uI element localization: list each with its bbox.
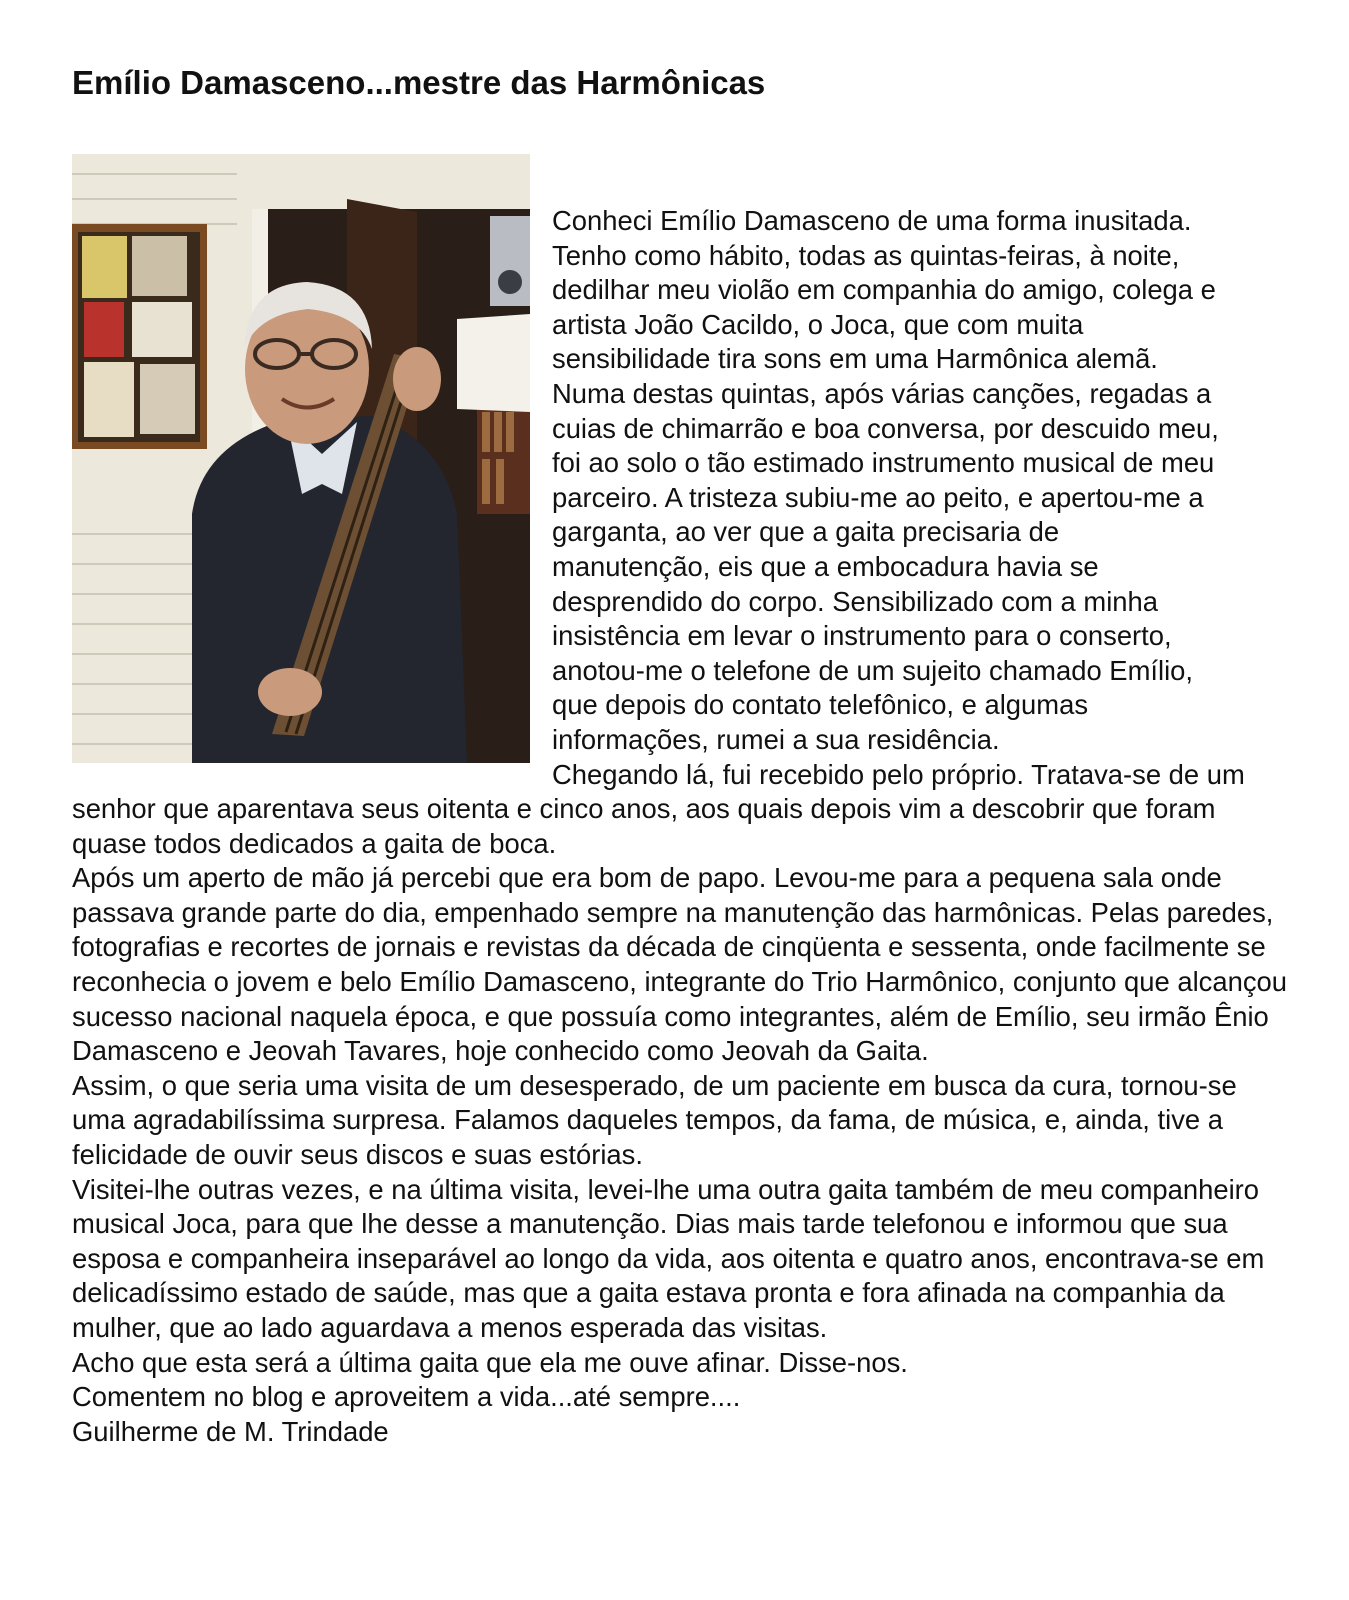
paragraph-last-visit: Visitei-lhe outras vezes, e na última visita, levei-lhe uma outra gaita também de meu companheiro musical Joca, para que lhe desse a manutenção. Dias mais tarde telefonou e informou que sua esposa e companheira inseparável ao longo da vida, aos oitenta e quatro anos, encontrava-se em delicadíssimo estado de saúde, mas que a gaita estava pronta e fora afinada na companhia da mulher, que ao lado aguardava a menos esperada das visitas. (72, 1173, 1265, 1343)
text-line: parceiro. A tristeza subiu-me ao peito, e apertou-me a (552, 481, 1204, 513)
text-line: Tenho como hábito, todas as quintas-feiras, à noite, (552, 239, 1180, 271)
paragraph-quote: Acho que esta será a última gaita que ela me ouve afinar. Disse-nos. (72, 1346, 908, 1378)
paragraph-closing: Comentem no blog e aproveitem a vida...até sempre.... (72, 1381, 741, 1413)
text-line: foi ao solo o tão estimado instrumento musical de meu (552, 447, 1215, 479)
photo-illustration (72, 154, 530, 763)
text-line: manutenção, eis que a embocadura havia se (552, 550, 1099, 582)
text-line: Conheci Emílio Damasceno de uma forma inusitada. (552, 205, 1192, 236)
page-title: Emílio Damasceno...mestre das Harmônicas (72, 64, 766, 101)
text-line: garganta, ao ver que a gaita precisaria de (552, 516, 1060, 548)
text-line: anotou-me o telefone de um sujeito chamado Emílio, (552, 654, 1194, 686)
text-line: Numa destas quintas, após várias canções, regadas a (552, 377, 1212, 409)
text-line: insistência em levar o instrumento para o conserto, (552, 620, 1172, 652)
article-photo (72, 154, 530, 763)
paragraph-visit: Assim, o que seria uma visita de um desesperado, de um paciente em busca da cura, tornou-se uma agradabilíssima surpresa. Falamos daqueles tempos, da fama, de música, e, ainda, tive a felicidade de ouvir seus discos e suas estórias. (72, 1069, 1237, 1171)
text-line: sensibilidade tira sons em uma Harmônica alemã. (552, 343, 1158, 375)
text-line: desprendido do corpo. Sensibilizado com a minha (552, 585, 1159, 617)
text-line: dedilhar meu violão em companhia do amigo, colega e (552, 274, 1216, 306)
author-signature: Guilherme de M. Trindade (72, 1415, 389, 1447)
text-line: informações, rumei a sua residência. (552, 723, 1000, 755)
paragraph-arrival: Chegando lá, fui recebido pelo próprio. Tratava-se de um senhor que aparentava seus oitenta e cinco anos, aos quais depois vim a descobrir que foram quase todos dedicados a gaita de boca. (72, 758, 1245, 859)
article-body (72, 154, 1297, 1449)
text-line: que depois do contato telefônico, e algumas (552, 689, 1089, 721)
text-line: artista João Cacildo, o Joca, que com muita (552, 308, 1084, 340)
paragraph-room: Após um aperto de mão já percebi que era bom de papo. Levou-me para a pequena sala onde passava grande parte do dia, empenhado sempre na manutenção das harmônicas. Pelas paredes, fotografias e recortes de jornais e revistas da década de cinqüenta e sessenta, onde facilmente se reconhecia o jovem e belo Emílio Damasceno, integrante do Trio Harmônico, conjunto que alcançou sucesso nacional naquela época, e que possuía como integrantes, além de Emílio, seu irmão Ênio Damasceno e Jeovah Tavares, hoje conhecido como Jeovah da Gaita. (72, 862, 1288, 1067)
text-line: cuias de chimarrão e boa conversa, por descuido meu, (552, 412, 1219, 444)
